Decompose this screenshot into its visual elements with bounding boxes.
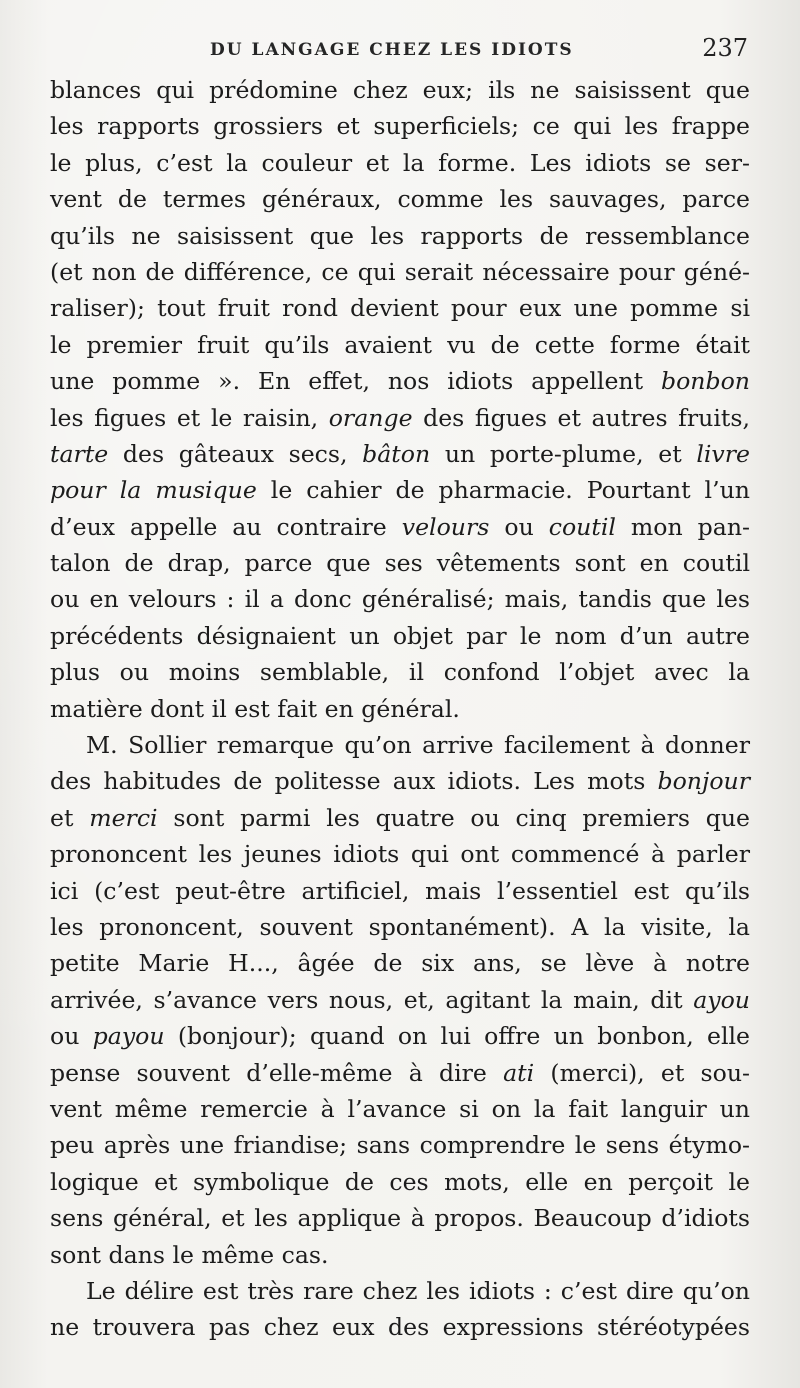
- text-run: (bonjour); quand on lui offre un bonbon, elle: [164, 1022, 751, 1051]
- italic-term: bâton: [362, 439, 431, 468]
- italic-term: bonbon: [660, 367, 750, 396]
- text-line: [50, 982, 750, 1018]
- text-line: [50, 545, 750, 581]
- text-run: ou en velours : il a donc généralisé; mais, tandis que les: [50, 585, 750, 614]
- text-run: raliser); tout fruit rond devient pour eux une pomme si: [50, 294, 750, 323]
- text-run: des gâteaux secs,: [108, 439, 363, 468]
- text-line: [50, 909, 750, 945]
- text-run: pense souvent d’elle-même à dire: [50, 1058, 504, 1087]
- text-run: petite Marie H..., âgée de six ans, se lève à notre: [50, 949, 750, 978]
- text-line: [50, 1127, 750, 1163]
- text-line: [50, 581, 750, 617]
- text-run: logique et symbolique de ces mots, elle en perçoit le: [50, 1167, 750, 1196]
- italic-term: velours: [401, 512, 490, 541]
- text-run: qu’ils ne saisissent que les rapports de ressemblance: [50, 221, 750, 250]
- text-line: [50, 472, 750, 508]
- text-run: ou: [489, 512, 549, 541]
- text-run: une pomme ». En effet, nos idiots appellent: [50, 367, 661, 396]
- italic-term: pour la musique: [50, 476, 257, 505]
- text-run: sens général, et les applique à propos. Beaucoup d’idiots: [50, 1204, 750, 1233]
- text-line: [50, 181, 750, 217]
- text-line: [50, 654, 750, 690]
- text-run: le premier fruit qu’ils avaient vu de cette forme était: [50, 330, 750, 359]
- text-line: [50, 436, 750, 472]
- text-line: [50, 327, 750, 363]
- text-run: précédents désignaient un objet par le nom d’un autre: [50, 621, 750, 650]
- text-run: prononcent les jeunes idiots qui ont commencé à parler: [50, 840, 750, 869]
- text-line: [50, 727, 750, 763]
- text-run: vent même remercie à l’avance si on la fait languir un: [50, 1094, 750, 1123]
- text-line: [50, 1018, 750, 1054]
- text-run: les rapports grossiers et superficiels; ce qui les frappe: [50, 112, 750, 141]
- italic-term: livre: [696, 439, 750, 468]
- text-run: un porte-plume, et: [430, 439, 697, 468]
- text-line: [50, 800, 750, 836]
- text-line: [50, 618, 750, 654]
- text-line: [50, 400, 750, 436]
- text-run: matière dont il est fait en général.: [50, 694, 460, 723]
- text-line: [50, 1164, 750, 1200]
- text-run: sont dans le même cas.: [50, 1240, 329, 1269]
- text-run: les figues et le raisin,: [50, 403, 329, 432]
- text-line: [50, 1091, 750, 1127]
- text-run: ici (c’est peut-être artificiel, mais l’essentiel est qu’ils: [50, 876, 750, 905]
- text-line: [50, 509, 750, 545]
- text-line: [50, 108, 750, 144]
- text-line: [50, 1273, 750, 1309]
- text-line: [50, 290, 750, 326]
- text-line: [50, 873, 750, 909]
- body-text: [50, 72, 750, 1346]
- text-run: le plus, c’est la couleur et la forme. Les idiots se ser-: [50, 148, 750, 177]
- text-run: des figues et autres fruits,: [412, 403, 750, 432]
- text-line: [50, 363, 750, 399]
- italic-term: ayou: [693, 985, 750, 1014]
- text-run: M. Sollier remarque qu’on arrive facilement à donner: [86, 731, 750, 760]
- running-title: DU LANGAGE CHEZ LES IDIOTS: [210, 40, 574, 60]
- text-run: d’eux appelle au contraire: [50, 512, 402, 541]
- text-run: Le délire est très rare chez les idiots : c’est dire qu’on: [86, 1276, 750, 1305]
- italic-term: tarte: [50, 439, 109, 468]
- italic-term: merci: [89, 803, 158, 832]
- text-line: [50, 836, 750, 872]
- text-run: le cahier de pharmacie. Pourtant l’un: [256, 476, 750, 505]
- text-run: mon pan-: [615, 512, 750, 541]
- text-line: [50, 1200, 750, 1236]
- text-line: [50, 691, 750, 727]
- text-run: (et non de différence, ce qui serait nécessaire pour géné-: [50, 257, 750, 286]
- text-run: (merci), et sou-: [534, 1058, 750, 1087]
- text-run: arrivée, s’avance vers nous, et, agitant la main, dit: [50, 985, 694, 1014]
- text-run: sont parmi les quatre ou cinq premiers que: [157, 803, 750, 832]
- page-number: 237: [702, 34, 748, 62]
- text-line: [50, 72, 750, 108]
- text-run: peu après une friandise; sans comprendre le sens étymo-: [50, 1131, 750, 1160]
- text-line: [50, 218, 750, 254]
- text-run: ou: [50, 1022, 93, 1051]
- text-run: ne trouvera pas chez eux des expressions stéréotypées: [50, 1313, 750, 1342]
- italic-term: coutil: [548, 512, 616, 541]
- text-run: des habitudes de politesse aux idiots. Les mots: [50, 767, 658, 796]
- text-run: talon de drap, parce que ses vêtements sont en coutil: [50, 549, 750, 578]
- text-line: [50, 1309, 750, 1345]
- text-line: [50, 1055, 750, 1091]
- italic-term: ati: [503, 1058, 535, 1087]
- text-line: [50, 763, 750, 799]
- text-line: [50, 254, 750, 290]
- text-run: et: [50, 803, 90, 832]
- italic-term: bonjour: [657, 767, 750, 796]
- italic-term: payou: [92, 1022, 165, 1051]
- text-line: [50, 1237, 750, 1273]
- text-line: [50, 145, 750, 181]
- text-run: plus ou moins semblable, il confond l’objet avec la: [50, 658, 750, 687]
- italic-term: orange: [328, 403, 413, 432]
- text-run: les prononcent, souvent spontanément). A la visite, la: [50, 912, 750, 941]
- text-run: vent de termes généraux, comme les sauvages, parce: [50, 185, 750, 214]
- page-header: [0, 34, 800, 68]
- text-run: blances qui prédomine chez eux; ils ne saisissent que: [50, 76, 750, 104]
- text-line: [50, 945, 750, 981]
